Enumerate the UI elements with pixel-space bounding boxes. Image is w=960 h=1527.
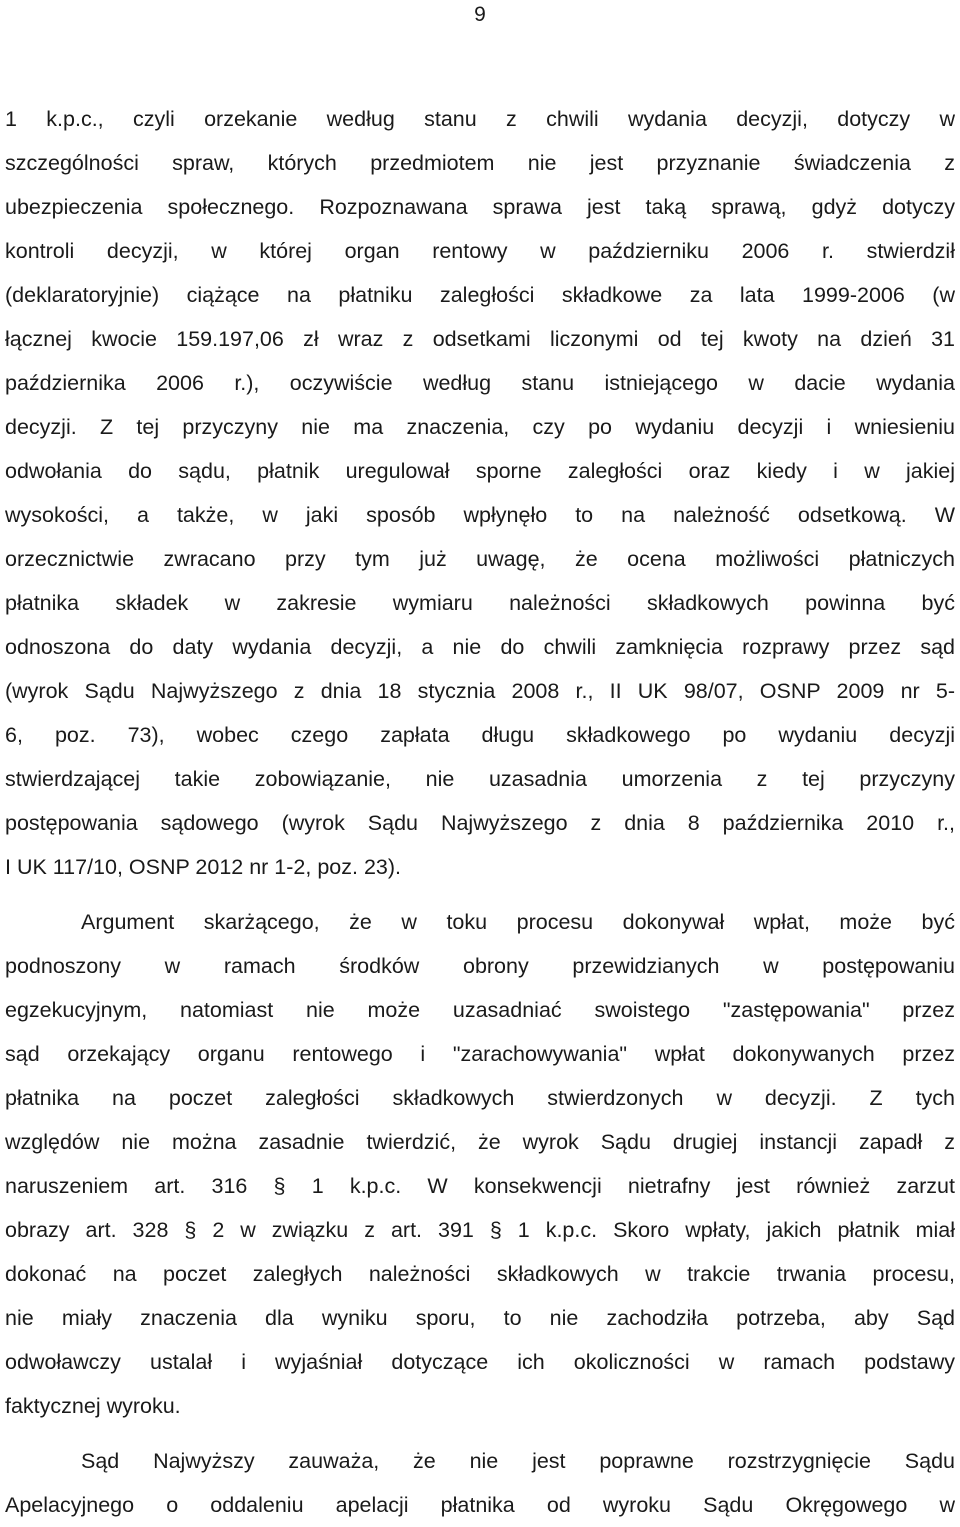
text-line: obrazy art. 328 § 2 w związku z art. 391 § 1 k.p.c. Skoro wpłaty, jakich płatnik miał — [5, 1218, 955, 1242]
text-line: sąd orzekający organu rentowego i "zarachowywania" wpłat dokonywanych przez — [5, 1042, 955, 1066]
text-line: stwierdzającej takie zobowiązanie, nie uzasadnia umorzenia z tej przyczyny — [5, 767, 955, 791]
text-line: wysokości, a także, w jaki sposób wpłynęło to na należność odsetkową. W — [5, 503, 955, 527]
text-line: (deklaratoryjnie) ciążące na płatniku zaległości składkowe za lata 1999-2006 (w — [5, 283, 955, 307]
text-line: kontroli decyzji, w której organ rentowy w październiku 2006 r. stwierdził — [5, 239, 955, 263]
text-line: Argument skarżącego, że w toku procesu dokonywał wpłat, może być — [81, 910, 955, 934]
paragraph-3 — [5, 1439, 955, 1527]
text-line: odwołania do sądu, płatnik uregulował sporne zaległości oraz kiedy i w jakiej — [5, 459, 955, 483]
text-line: względów nie można zasadnie twierdzić, że wyrok Sądu drugiej instancji zapadł z — [5, 1130, 955, 1154]
page-number: 9 — [474, 3, 486, 26]
text-line: płatnika na poczet zaległości składkowych stwierdzonych w decyzji. Z tych — [5, 1086, 955, 1110]
document-body — [5, 97, 955, 1527]
text-line: Apelacyjnego o oddaleniu apelacji płatnika od wyroku Sądu Okręgowego w — [5, 1493, 955, 1517]
text-line: faktycznej wyroku. — [5, 1394, 181, 1418]
text-line: (wyrok Sądu Najwyższego z dnia 18 stycznia 2008 r., II UK 98/07, OSNP 2009 nr 5- — [5, 679, 955, 703]
text-line: egzekucyjnym, natomiast nie może uzasadniać swoistego "zastępowania" przez — [5, 998, 955, 1022]
text-line: naruszeniem art. 316 § 1 k.p.c. W konsekwencji nietrafny jest również zarzut — [5, 1174, 955, 1198]
text-line: odnoszona do daty wydania decyzji, a nie do chwili zamknięcia rozprawy przez sąd — [5, 635, 955, 659]
text-line: płatnika składek w zakresie wymiaru należności składkowych powinna być — [5, 591, 955, 615]
text-line: odwoławczy ustalał i wyjaśniał dotyczące ich okoliczności w ramach podstawy — [5, 1350, 955, 1374]
paragraph-2 — [5, 900, 955, 1428]
text-line: orzecznictwie zwracano przy tym już uwagę, że ocena możliwości płatniczych — [5, 547, 955, 571]
text-line: ubezpieczenia społecznego. Rozpoznawana sprawa jest taką sprawą, gdyż dotyczy — [5, 195, 955, 219]
text-line: szczególności spraw, których przedmiotem nie jest przyznanie świadczenia z — [5, 151, 955, 175]
text-line: decyzji. Z tej przyczyny nie ma znaczenia, czy po wydaniu decyzji i wniesieniu — [5, 415, 955, 439]
text-line: postępowania sądowego (wyrok Sądu Najwyższego z dnia 8 października 2010 r., — [5, 811, 955, 835]
text-line: nie miały znaczenia dla wyniku sporu, to nie zachodziła potrzeba, aby Sąd — [5, 1306, 955, 1330]
text-line: łącznej kwocie 159.197,06 zł wraz z odsetkami liczonymi od tej kwoty na dzień 31 — [5, 327, 955, 351]
text-line: dokonać na poczet zaległych należności składkowych w trakcie trwania procesu, — [5, 1262, 955, 1286]
paragraph-1 — [5, 97, 955, 889]
text-line: podnoszony w ramach środków obrony przewidzianych w postępowaniu — [5, 954, 955, 978]
text-line: Sąd Najwyższy zauważa, że nie jest poprawne rozstrzygnięcie Sądu — [81, 1449, 955, 1473]
text-line: 6, poz. 73), wobec czego zapłata długu składkowego po wydaniu decyzji — [5, 723, 955, 747]
text-line: 1 k.p.c., czyli orzekanie według stanu z chwili wydania decyzji, dotyczy w — [5, 107, 955, 131]
text-line: października 2006 r.), oczywiście według stanu istniejącego w dacie wydania — [5, 371, 955, 395]
text-line: I UK 117/10, OSNP 2012 nr 1-2, poz. 23). — [5, 855, 401, 879]
